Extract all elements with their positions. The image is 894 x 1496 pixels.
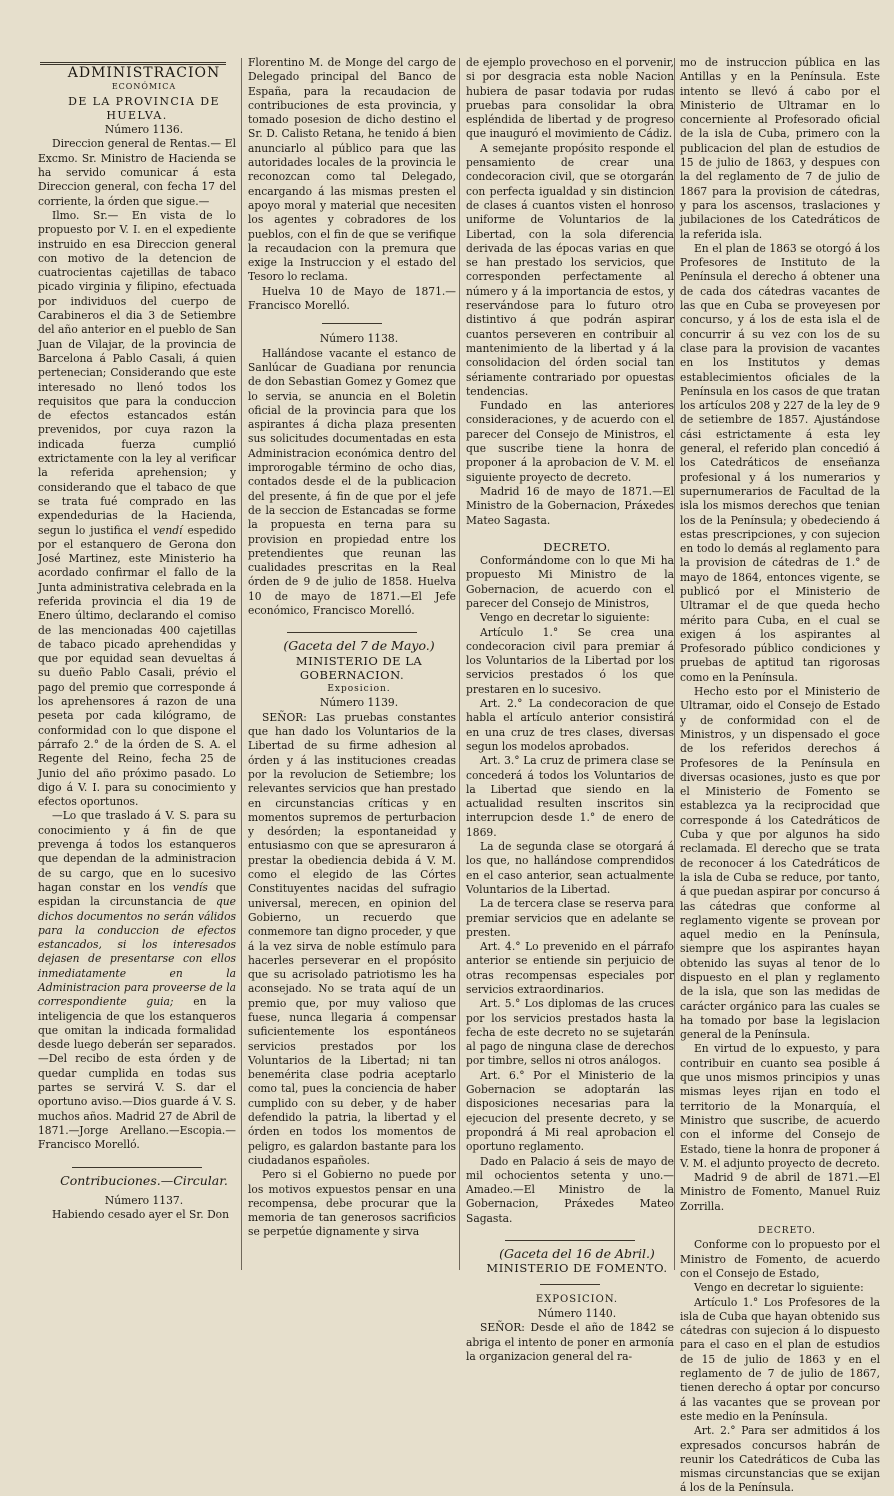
paragraph: SEÑOR: Las pruebas constantes que han dado los Voluntarios de la Libertad de su firme adhesion al órden y á las instituciones creadas por la revolucion de Setiembre; los relevantes servicios que han prestado en circunstancias críticas y en momentos supremos de perturbacion y desórden; la espontaneidad y entusiasmo con que se apresuraron á prestar la obediencia debida á V. M. como el elegido de las Córtes Constituyentes nacidas del sufragio universal, merecen, en opinion del Gobierno, un recuerdo que conmemore tan digno proceder, y que á la vez sirva de noble estímulo para hacerles perseverar en el propósito que su acrisolado patriotismo les ha aconsejado. No se trata aquí de un premio que, por muy valioso que fuese, nunca llegaria á compensar suficientemente los espontáneos servicios prestados por los Voluntarios de la Libertad; ni tan benemérita clase podria aceptarlo como tal, pues la conciencia de haber cumplido con su deber, y de haber defendido la patria, la libertad y el órden en todos los momentos de peligro, es galardon bastante para los ciudadanos españoles. xyxy=(248,710,456,1167)
gazette-heading: (Gaceta del 16 de Abril.) xyxy=(499,1246,655,1262)
section-heading: ADMINISTRACION xyxy=(67,65,221,81)
column-divider xyxy=(459,58,460,1270)
paragraph: mo de instruccion pública en las Antillas y en la Península. Este intento se llevó á cabo por el Ministerio de Ultramar en lo concerniente al Profesorado oficial de la isla de Cuba, primero con la publicacion del plan de estudios de 15 de julio de 1863, y despues con la del reglamento de 7 de julio de 1867 para la provision de cátedras, y para los ascensos, traslaciones y jubilaciones de los Catedráticos de la referida isla. xyxy=(680,56,880,241)
paragraph: Hecho esto por el Ministerio de Ultramar, oido el Consejo de Estado y de conformidad con el de Ministros, y un dispensado el goce de los referidos derechos á Profesores de la Península en diversas ocasiones, justo es que por el Ministerio de Fomento se establezca ya la reciprocidad que corresponde á los Catedráticos de Cuba y que por algunos ha sido reclamada. El derecho que se trata de reconocer á los Catedráticos de la isla de Cuba se reduce, por tanto, á que puedan aspirar por concurso á las cátedras que conforme al reglamento vigente se provean por aquel medio en la Península, siempre que los aspirantes hayan obtenido las suyas al tenor de lo dispuesto en el plan y reglamento de la isla, que son las medidas de carácter orgánico para las cuales se ha tomado por base la legislacion general de la Península. xyxy=(680,685,880,1042)
decree-heading: DECRETO. xyxy=(758,1226,816,1237)
paragraph: En el plan de 1863 se otorgó á los Profesores de Instituto de la Península el derecho á obtener una de cada dos cátedras vacantes de las que en Cuba se proveyesen por concurso, y á los de esta isla el de concurrir á su vez con los de su clase para la provision de vacantes en los Institutos y demas establecimientos oficiales de la Península en los casos de que tratan los artículos 208 y 227 de la ley de 9 de setiembre de 1857. Ajustándose cási estrictamente á esta ley general, el referido plan concedió á los Catedráticos de enseñanza profesional y á los numerarios y supernumerarios de Facultad de la isla los mismos derechos que tenian los de la Península; y obedeciendo á estas prescripciones, y con sujecion en todo lo demás al reglamento para la provision de cátedras de 1.° de mayo de 1864, entonces vigente, se publicó por el Ministerio de Ultramar el de que queda hecho mérito para Cuba, en el cual se exigen á los aspirantes al Profesorado público condiciones y pruebas de aptitud tan rigorosas como en la Península. xyxy=(680,241,880,684)
notice-number: Número 1136. xyxy=(104,123,184,137)
paragraph: Vengo en decretar lo siguiente: xyxy=(480,611,650,625)
column-3 xyxy=(466,56,674,1363)
exposition-heading: Exposicion. xyxy=(327,684,391,695)
paragraph: de ejemplo provechoso en el porvenir, si por desgracia esta noble Nacion hubiera de pasar todavia por rudas pruebas para consolidar la obra espléndida de libertad y de progreso que inauguró el movimiento de Cádiz. xyxy=(466,56,674,141)
paragraph: Habiendo cesado ayer el Sr. Don xyxy=(52,1208,229,1222)
paragraph: La de segunda clase se otorgará á los que, no hallándose comprendidos en el caso anterior, sean actualmente Voluntarios de la Libertad. xyxy=(466,840,674,896)
paragraph: Vengo en decretar lo siguiente: xyxy=(694,1281,864,1295)
paragraph: Madrid 9 de abril de 1871.—El Ministro de Fomento, Manuel Ruiz Zorrilla. xyxy=(680,1171,880,1213)
paragraph: Artículo 1.° Los Profesores de la isla de Cuba que hayan obtenido sus cátedras con sujecion á lo dispuesto para el caso en el plan de estudios de 15 de julio de 1863 y en el reglamento de 7 de julio de 1867, tienen derecho á optar por concurso á las vacantes que se provean por este medio en la Península. xyxy=(680,1295,880,1423)
separator xyxy=(322,323,382,324)
notice-number: Número 1140. xyxy=(537,1306,617,1320)
paragraph: Ilmo. Sr.— En vista de lo propuesto por V. I. en el expediente instruido en esa Direccion general con motivo de la detencion de cuatrocientas cajetillas de tabaco picado virginia y filipino, efectuada por individuos del cuerpo de Carabineros el dia 3 de Setiembre del año anterior en el pueblo de San Juan de Vilajar, de la provincia de Barcelona á Pablo Casali, á quien pertenecian; Considerando que este interesado no llenó todos los requisitos que para la conduccion de efectos estancados están prevenidos, por cuya razon la indicada fuerza cumplió extrictamente con la ley al verificar la referida aprehension; y considerando que el tabaco de que se trata fué comprado en las expendedurias de la Hacienda, segun lo justifica el vendí espedido por el estanquero de Gerona don José Martinez, este Ministerio ha acordado confirmar el fallo de la Junta administrativa celebrada en la referida provincia el dia 19 de Enero último, declarando el comiso de las mencionadas 400 cajetillas de tabaco picado aprehendidas y que por equidad sean devueltas á su dueño Pablo Casali, prévio el pago del premio que corresponde á los aprehensores á razon de una peseta por cada kilógramo, de conformidad con lo que dispone el párrafo 2.° de la órden de S. A. el Regente del Reino, fecha 25 de Junio del año próximo pasado. Lo digo á V. I. para su conocimiento y efectos oportunos. xyxy=(38,208,236,809)
province-heading: DE LA PROVINCIA DE HUELVA. xyxy=(68,94,220,122)
paragraph: Art. 6.° Por el Ministerio de la Gobernacion se adoptarán las disposiciones necesarias para la ejecucion del presente decreto, y se propondrá á Mi real aprobacion el oportuno reglamento. xyxy=(466,1068,674,1154)
exposition-heading: EXPOSICION. xyxy=(535,1293,619,1305)
paragraph: Hallándose vacante el estanco de Sanlúcar de Guadiana por renuncia de don Sebastian Gomez y Gomez que lo servia, se anuncia en el Boletin oficial de la provincia para que los aspirantes á dicha plaza presenten sus solicitudes documentadas en esta Administracion económica dentro del improrogable término de ocho dias, contados desde el de la publicacion del presente, á fin de que por el jefe de la seccion de Estancadas se forme la propuesta en terna para su provision en propiedad entre los pretendientes que reunan las cualidades prescritas en la Real órden de 9 de julio de 1858. Huelva 10 de mayo de 1871.—El Jefe económico, Francisco Morelló. xyxy=(248,346,456,617)
separator xyxy=(72,1167,202,1168)
paragraph: Pero si el Gobierno no puede por los motivos expuestos pensar en una recompensa, debe procurar que la memoria de tan generosos sacrificios se perpetúe dignamente y sirva xyxy=(248,1168,456,1239)
paragraph: Dado en Palacio á seis de mayo de mil ochocientos setenta y uno.— Amadeo.—El Ministro de la Gobernacion, Práxedes Mateo Sagasta. xyxy=(466,1154,674,1225)
ministry-heading: MINISTERIO DE LA GOBERNACION. xyxy=(295,653,423,682)
signature: Huelva 10 de Mayo de 1871.— Francisco Morelló. xyxy=(248,284,456,313)
separator xyxy=(287,632,417,633)
column-1 xyxy=(38,66,236,1284)
paragraph: En virtud de lo expuesto, y para contribuir en cuanto sea posible á que unos mismos principios y unas mismas leyes rijan en todo el territorio de la Monarquía, el Ministro que suscribe, de acuerdo con el informe del Consejo de Estado, tiene la honra de proponer á V. M. el adjunto proyecto de decreto. xyxy=(680,1042,880,1170)
separator xyxy=(505,1240,635,1241)
paragraph: Madrid 16 de mayo de 1871.—El Ministro de la Gobernacion, Práxedes Mateo Sagasta. xyxy=(466,484,674,527)
paragraph: Direccion general de Rentas.— El Excmo. Sr. Ministro de Hacienda se ha servido comunicar á esta Direccion general, con fecha 17 del corriente, la órden que sigue.— xyxy=(38,137,236,208)
paragraph: Florentino M. de Monge del cargo de Delegado principal del Banco de España, para la recaudacion de contribuciones de esta provincia, y tomado posesion de dicho destino el Sr. D. Calisto Retana, he tenido á bien anunciarlo al público para que las autoridades locales de la provincia le reconozcan como tal Delegado, encargando á las mismas presten el apoyo moral y material que necesiten los agentes y cobradores de los pueblos, con el fin de que se verifique la recaudacion con la premura que exige la Instruccion y el estado del Tesoro lo reclama. xyxy=(248,56,456,284)
paragraph: Artículo 1.° Se crea una condecoracion civil para premiar á los Voluntarios de la Libertad por los servicios prestados ó los que prestaren en lo sucesivo. xyxy=(466,625,674,696)
column-2 xyxy=(248,56,456,1274)
decree-heading: DECRETO. xyxy=(543,539,611,554)
notice-number: Número 1139. xyxy=(319,696,399,710)
gazette-heading: (Gaceta del 7 de Mayo.) xyxy=(283,638,435,654)
paragraph: Art. 3.° La cruz de primera clase se concederá á todos los Voluntarios de la Libertad que siendo en la actualidad resulten inscritos sin interrupcion desde 1.° de enero de 1869. xyxy=(466,754,674,839)
paragraph: Art. 2.° Para ser admitidos á los expresados concursos habrán de reunir los Catedráticos de Cuba las mismas circunstancias que se exijan á los de la Península. xyxy=(680,1424,880,1495)
notice-number: Número 1137. xyxy=(104,1193,184,1207)
paragraph: Art. 2.° La condecoracion de que habla el artículo anterior consistirá en una cruz de tres clases, diversas segun los modelos aprobados. xyxy=(466,697,674,753)
notice-number: Número 1138. xyxy=(319,332,399,346)
paragraph: Conformándome con lo que Mi ha propuesto Mi Ministro de la Gobernacion, de acuerdo con el parecer del Consejo de Ministros, xyxy=(466,554,674,610)
paragraph: Conforme con lo propuesto por el Ministro de Fomento, de acuerdo con el Consejo de Estado, xyxy=(680,1238,880,1280)
column-divider xyxy=(674,58,675,1270)
section-subheading: ECONÓMICA xyxy=(111,82,177,92)
paragraph: —Lo que traslado á V. S. para su conocimiento y á fin de que prevenga á todos los estanqueros que dependan de la administracion de su cargo, que en lo sucesivo hagan constar en los vendís que espidan la circunstancia de que dichos documentos no serán válidos para la conduccion de efectos estancados, si los interesados dejasen de presentarse con ellos inmediatamente en la Administracion para proveerse de la correspondiente guia; en la inteligencia de que los estanqueros que omitan la indicada formalidad desde luego deberán ser separados.—Del recibo de esta órden y de quedar cumplida en todas sus partes se servirá V. S. dar el oportuno aviso.—Dios guarde á V. S. muchos años. Madrid 27 de Abril de 1871.—Jorge Arellano.—Escopia.—Francisco Morelló. xyxy=(38,809,236,1152)
paragraph: SEÑOR: Desde el año de 1842 se abriga el intento de poner en armonía la organizacion general del ra- xyxy=(466,1321,674,1363)
ministry-heading: MINISTERIO DE FOMENTO. xyxy=(486,1261,668,1276)
column-4 xyxy=(680,56,880,1495)
paragraph: A semejante propósito responde el pensamiento de crear una condecoracion civil, que se otorgarán con perfecta igualdad y sin distincion de clases á cuantos visten el honroso uniforme de Voluntarios de la Libertad, con la sola diferencia derivada de las épocas varias en que se han prestado los servicios, que corresponden perfectamente al número y á la importancia de estos, y reservándose para lo futuro otro distintivo á que podrán aspirar cuantos perseveren en contribuir al mantenimiento de la libertad y á la consolidacion del órden social tan sériamente contrariado por opuestas tendencias. xyxy=(466,141,674,398)
paragraph: Art. 5.° Los diplomas de las cruces por los servicios prestados hasta la fecha de este decreto no se sujetarán al pago de ninguna clase de derechos por timbre, sellos ni otros análogos. xyxy=(466,997,674,1068)
paragraph: Art. 4.° Lo prevenido en el párrafo anterior se entiende sin perjuicio de otras recompensas especiales por servicios extraordinarios. xyxy=(466,940,674,996)
column-divider xyxy=(241,58,242,1270)
circular-heading: Contribuciones.—Circular. xyxy=(60,1172,228,1188)
paragraph: La de tercera clase se reserva para premiar servicios que en adelante se presten. xyxy=(466,897,674,939)
paragraph: Fundado en las anteriores consideraciones, y de acuerdo con el parecer del Consejo de Ministros, el que suscribe tiene la honra de proponer á la aprobacion de V. M. el siguiente proyecto de decreto. xyxy=(466,399,674,484)
separator xyxy=(540,1284,600,1285)
